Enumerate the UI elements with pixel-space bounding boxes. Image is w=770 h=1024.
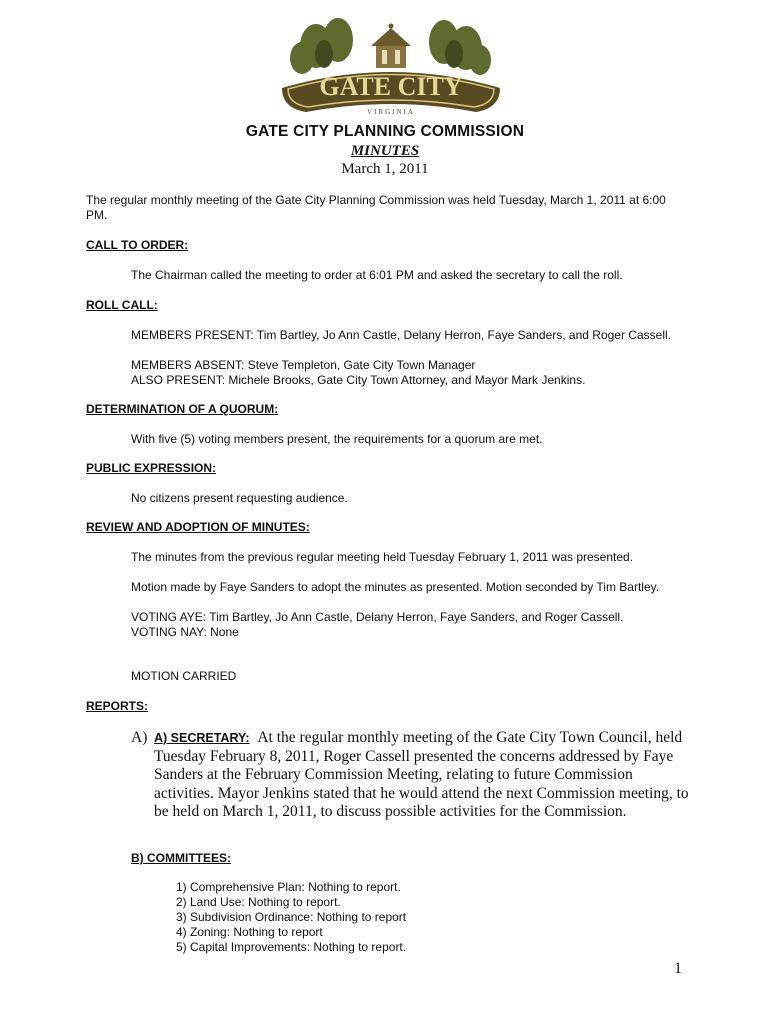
minutes-presented-text: The minutes from the previous regular meeting held Tuesday February 1, 2011 was presented. — [131, 550, 634, 564]
list-item: 3) Subdivision Ordinance: Nothing to report — [176, 910, 407, 924]
committees-list — [176, 880, 576, 955]
logo-subtext: VIRGINIA — [367, 108, 415, 116]
secretary-label: A) SECRETARY: — [154, 731, 250, 745]
heading-call-to-order: CALL TO ORDER: — [86, 238, 189, 252]
quorum-text: With five (5) voting members present, the requirements for a quorum are met. — [131, 432, 543, 446]
committees-label: B) COMMITTEES: — [131, 851, 231, 865]
list-item: 4) Zoning: Nothing to report — [176, 925, 323, 939]
members-absent: MEMBERS ABSENT: Steve Templeton, Gate City Town Manager — [131, 358, 476, 372]
voting-aye: VOTING AYE: Tim Bartley, Jo Ann Castle, Delany Herron, Faye Sanders, and Roger Cassell. — [131, 610, 624, 624]
title-block — [0, 122, 770, 178]
gate-city-logo — [276, 16, 506, 122]
motion-carried: MOTION CARRIED — [131, 669, 237, 683]
secretary-marker: A) — [131, 729, 148, 746]
intro-paragraph: The regular monthly meeting of the Gate City Planning Commission was held Tuesday, March 1, 2011 at 6:00 PM. — [86, 193, 666, 222]
secretary-report — [154, 729, 690, 822]
list-item: 5) Capital Improvements: Nothing to report. — [176, 940, 407, 954]
call-to-order-text: The Chairman called the meeting to order at 6:01 PM and asked the secretary to call the roll. — [131, 268, 623, 282]
heading-quorum: DETERMINATION OF A QUORUM: — [86, 402, 279, 416]
heading-public-expression: PUBLIC EXPRESSION: — [86, 461, 217, 475]
secretary-report-text: At the regular monthly meeting of the Gate City Town Council, held Tuesday February 8, 2011, Roger Cassell presented the concerns addressed by Faye Sanders at the February Commission Meeting, relating to future Commission activities. Mayor Jenkins stated that he would attend the next Commission meeting, to be held on March 1, 2011, to discuss possible activities for the Commission. — [154, 729, 689, 820]
heading-minutes-review: REVIEW AND ADOPTION OF MINUTES: — [86, 520, 310, 534]
voting-nay: VOTING NAY: None — [131, 625, 239, 639]
gazebo-icon — [371, 24, 411, 69]
heading-reports: REPORTS: — [86, 699, 149, 713]
list-item: 1) Comprehensive Plan: Nothing to report. — [176, 880, 401, 894]
public-expression-text: No citizens present requesting audience. — [131, 491, 348, 505]
list-item: 2) Land Use: Nothing to report. — [176, 895, 341, 909]
motion-text: Motion made by Faye Sanders to adopt the minutes as presented. Motion seconded by Tim Bartley. — [131, 580, 660, 594]
members-present: MEMBERS PRESENT: Tim Bartley, Jo Ann Castle, Delany Herron, Faye Sanders, and Roger Cassell. — [131, 328, 671, 342]
also-present: ALSO PRESENT: Michele Brooks, Gate City Town Attorney, and Mayor Mark Jenkins. — [131, 373, 586, 387]
page-number: 1 — [674, 960, 682, 977]
logo-text: GATE CITY — [319, 72, 463, 101]
document-date: March 1, 2011 — [341, 161, 429, 177]
heading-roll-call: ROLL CALL: — [86, 298, 158, 312]
document-subtitle: MINUTES — [350, 143, 420, 159]
document-title: GATE CITY PLANNING COMMISSION — [245, 123, 525, 140]
